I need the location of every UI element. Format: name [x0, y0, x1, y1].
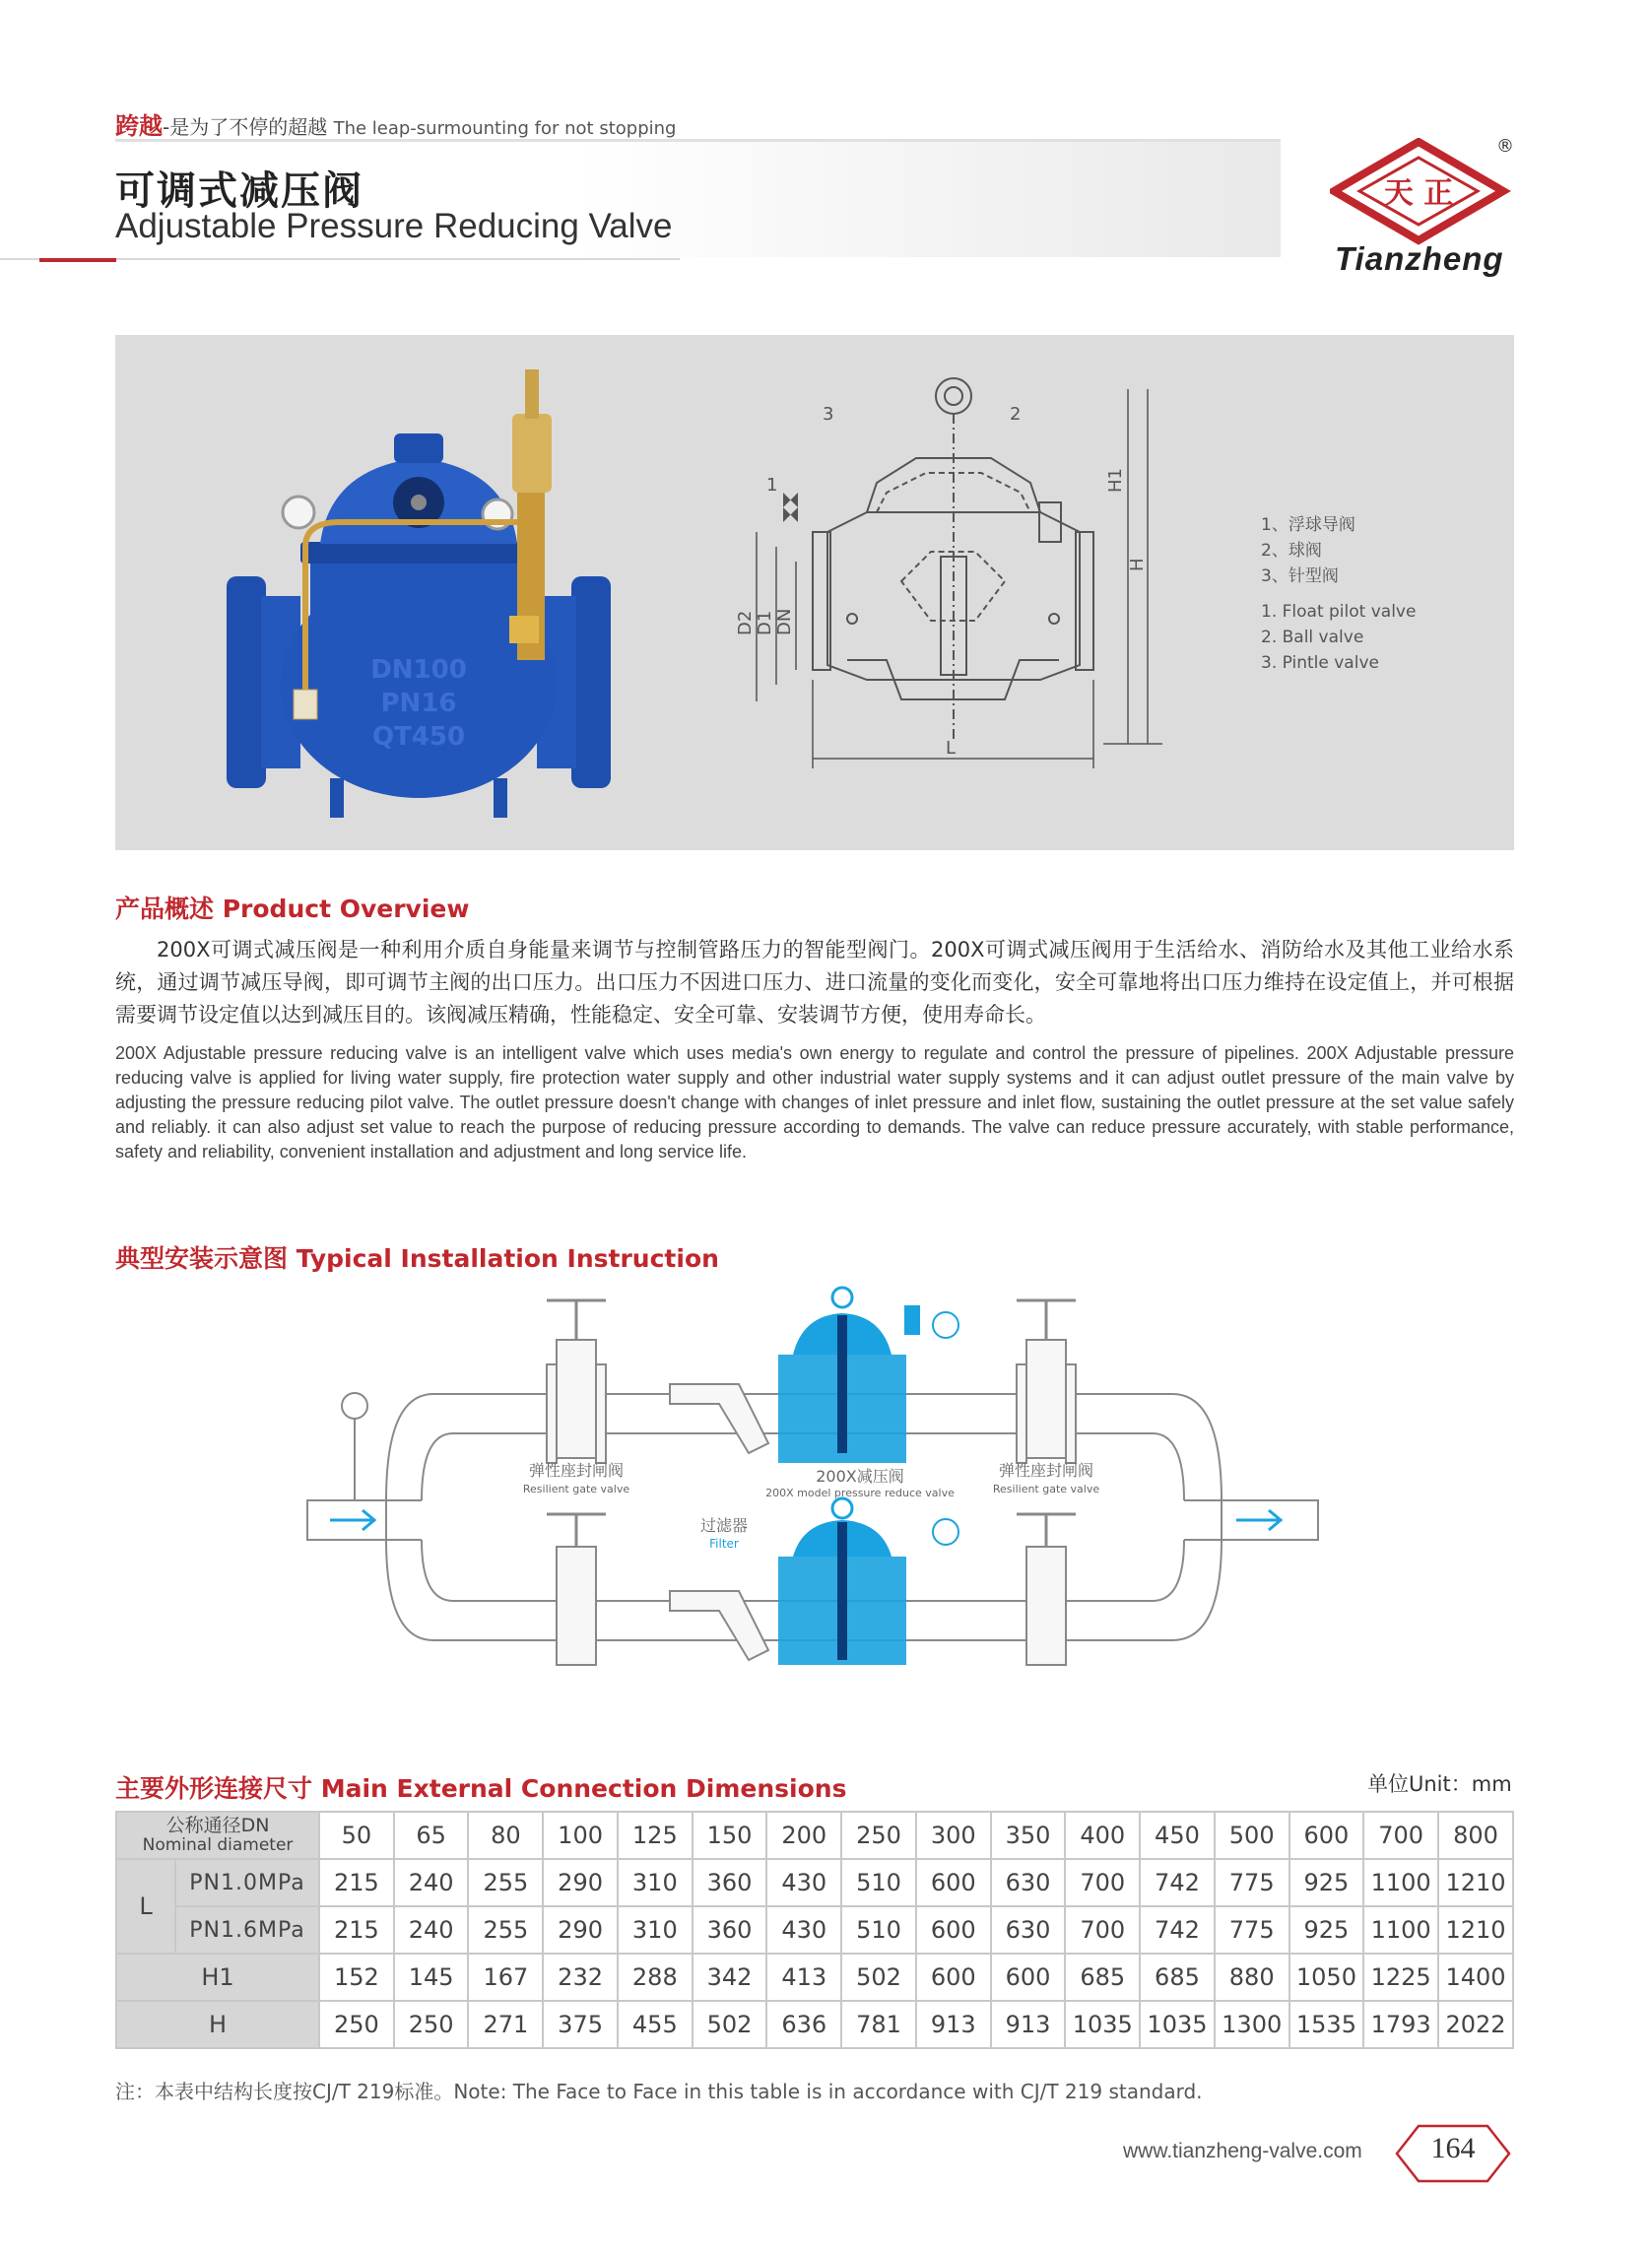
dim-h: H: [1127, 558, 1148, 571]
table-cell: 375: [543, 2001, 618, 2048]
size-header-500: 500: [1215, 1812, 1289, 1859]
table-cell: 360: [693, 1859, 767, 1906]
table-note: 注：本表中结构长度按CJ/T 219标准。Note: The Face to Face in this table is in accordance with CJ/T 219 standard.: [115, 2080, 1203, 2103]
table-cell: 685: [1140, 1954, 1215, 2001]
size-header-250: 250: [841, 1812, 916, 1859]
table-cell: 600: [916, 1954, 991, 2001]
installation-title: [115, 1239, 719, 1275]
dim-h1: H1: [1105, 468, 1126, 493]
legend-en-1: 1. Float pilot valve: [1261, 602, 1417, 622]
legend-cn-1: 1、浮球导阀: [1261, 515, 1355, 535]
table-cell: 913: [991, 2001, 1066, 2048]
installation-title-cn: 典型安装示意图: [115, 1244, 289, 1273]
table-cell: 360: [693, 1906, 767, 1954]
overview-title: [115, 890, 469, 925]
table-cell: 781: [841, 2001, 916, 2048]
table-cell: 1100: [1363, 1906, 1438, 1954]
label-prv-en: 200X model pressure reduce valve: [765, 1487, 955, 1499]
body-marking-1: DN100: [370, 655, 467, 685]
table-cell: 630: [991, 1859, 1066, 1906]
table-cell: 510: [841, 1859, 916, 1906]
body-marking-3: QT450: [371, 722, 466, 752]
installation-diagram: [305, 1286, 1320, 1719]
slogan-en: The leap-surmounting for not stopping: [333, 118, 677, 139]
table-cell: 255: [468, 1906, 543, 1954]
table-row: [116, 2001, 1513, 2048]
table-cell: 271: [468, 2001, 543, 2048]
table-cell: 502: [693, 2001, 767, 2048]
gate-valve-bottom-right: [1026, 1547, 1066, 1665]
size-header-125: 125: [618, 1812, 693, 1859]
logo-mark-text: 天 正: [1383, 176, 1454, 211]
size-header-150: 150: [693, 1812, 767, 1859]
dim-d1: D1: [755, 610, 775, 635]
dimensions-title-en: Main External Connection Dimensions: [320, 1774, 847, 1803]
table-cell: 310: [618, 1859, 693, 1906]
table-row: [116, 1859, 1513, 1906]
overview-title-en: Product Overview: [222, 895, 470, 923]
length-label: L: [116, 1859, 175, 1954]
table-cell: 742: [1140, 1906, 1215, 1954]
overview-body-cn: 200X可调式减压阀是一种利用介质自身能量来调节与控制管路压力的智能型阀门。200X可调式减压阀用于生活给水、消防给水及其他工业给水系统，通过调节减压导阀，即可调节主阀的出口压力。出口压力不因进口压力、进口流量的变化而变化，安全可靠地将出口压力维持在设定值上，并可根据需要调节设定值以达到减压目的。该阀减压精确，性能稳定、安全可靠、安装调节方便，使用寿命长。: [115, 938, 1514, 1027]
table-cell: 630: [991, 1906, 1066, 1954]
dimensions-table-body: [116, 1812, 1513, 2048]
table-cell: 502: [841, 1954, 916, 2001]
table-cell: 250: [319, 2001, 394, 2048]
body-marking-2: PN16: [380, 689, 457, 718]
dim-dn: DN: [774, 608, 795, 635]
size-header-50: 50: [319, 1812, 394, 1859]
size-header-65: 65: [394, 1812, 469, 1859]
size-header-800: 800: [1438, 1812, 1513, 1859]
table-cell: 290: [543, 1906, 618, 1954]
nominal-diameter-header: [116, 1812, 319, 1859]
technical-drawing: [729, 365, 1192, 778]
table-cell: 290: [543, 1859, 618, 1906]
page-title-cn: 可调式减压阀: [115, 168, 363, 214]
table-cell: 240: [394, 1859, 469, 1906]
table-cell: 1035: [1065, 2001, 1140, 2048]
overview-title-cn: 产品概述: [115, 895, 215, 923]
installation-title-en: Typical Installation Instruction: [296, 1244, 719, 1273]
table-cell: 636: [766, 2001, 841, 2048]
row-label: PN1.0MPa: [175, 1859, 319, 1906]
size-header-400: 400: [1065, 1812, 1140, 1859]
slogan-highlight: 跨越: [115, 112, 163, 140]
brass-pilot-valve: [512, 414, 552, 493]
flow-in-arrow: [330, 1510, 374, 1530]
dim-l: L: [946, 738, 957, 759]
dimensions-table: [115, 1811, 1514, 2049]
prv-top: [778, 1288, 958, 1463]
table-cell: 215: [319, 1906, 394, 1954]
label-filter-cn: 过滤器: [699, 1516, 749, 1535]
table-cell: 430: [766, 1859, 841, 1906]
drawing-legend: [1261, 512, 1416, 676]
table-header-row: [116, 1812, 1513, 1859]
title-accent-bar: [39, 258, 116, 262]
slogan: [115, 106, 676, 141]
table-cell: 2022: [1438, 2001, 1513, 2048]
table-cell: 880: [1215, 1954, 1289, 2001]
table-cell: 1300: [1215, 2001, 1289, 2048]
table-cell: 775: [1215, 1906, 1289, 1954]
lifting-ring: [936, 378, 971, 414]
table-cell: 1050: [1289, 1954, 1364, 2001]
table-cell: 342: [693, 1954, 767, 2001]
table-cell: 600: [916, 1859, 991, 1906]
page-number: 164: [1430, 2132, 1476, 2164]
dimensions-title-cn: 主要外形连接尺寸: [115, 1774, 313, 1803]
row-label: PN1.6MPa: [175, 1906, 319, 1954]
nominal-diameter-en: Nominal diameter: [142, 1835, 294, 1855]
legend-en-3: 3. Pintle valve: [1261, 653, 1379, 673]
dim-d2: D2: [735, 610, 756, 635]
label-gate-left-en: Resilient gate valve: [522, 1483, 630, 1495]
table-cell: 925: [1289, 1859, 1364, 1906]
table-row: [116, 1906, 1513, 1954]
legend-cn-2: 2、球阀: [1261, 541, 1322, 561]
gate-valve-top-left: [557, 1340, 596, 1458]
table-cell: 232: [543, 1954, 618, 2001]
slogan-cn: -是为了不停的超越: [163, 115, 328, 139]
table-cell: 1400: [1438, 1954, 1513, 2001]
legend-cn-3: 3、针型阀: [1261, 566, 1339, 586]
registered-mark: ®: [1496, 138, 1514, 157]
table-cell: 430: [766, 1906, 841, 1954]
table-cell: 510: [841, 1906, 916, 1954]
table-cell: 700: [1065, 1906, 1140, 1954]
table-cell: 925: [1289, 1906, 1364, 1954]
right-flange: [571, 576, 611, 788]
size-header-700: 700: [1363, 1812, 1438, 1859]
table-cell: 240: [394, 1906, 469, 1954]
size-header-300: 300: [916, 1812, 991, 1859]
table-cell: 1210: [1438, 1859, 1513, 1906]
table-cell: 600: [916, 1906, 991, 1954]
table-cell: 167: [468, 1954, 543, 2001]
size-header-600: 600: [1289, 1812, 1364, 1859]
pilot-valve-outline: [1039, 502, 1061, 542]
table-cell: 685: [1065, 1954, 1140, 2001]
label-prv-cn: 200X减压阀: [816, 1467, 904, 1486]
logo-name: Tianzheng: [1335, 240, 1504, 277]
overview-body-en: 200X Adjustable pressure reducing valve is an intelligent valve which uses media's own energy to regulate and control the pressure of pipelines. 200X Adjustable pressure reducing valve is applied for living water supply, fire protection water supply and other industrial water supply systems and it can adjust outlet pressure of the main valve by adjusting the pressure reducing pilot valve. The outlet pressure doesn't change with changes of inlet pressure and inlet flow, sustaining the outlet pressure at the set value safely and reliably. it can also adjust set value to reach the purpose of reducing pressure according to demands. The valve can reduce pressure accurately, with stable performance, safety and reliability, convenient installation and adjustment and long service life.: [115, 1043, 1514, 1162]
table-cell: 255: [468, 1859, 543, 1906]
gate-valve-top-right: [1026, 1340, 1066, 1458]
table-cell: 600: [991, 1954, 1066, 2001]
table-cell: 250: [394, 2001, 469, 2048]
label-gate-right-en: Resilient gate valve: [992, 1483, 1100, 1495]
table-cell: 455: [618, 2001, 693, 2048]
table-cell: 775: [1215, 1859, 1289, 1906]
dimensions-title: [115, 1769, 846, 1805]
size-header-100: 100: [543, 1812, 618, 1859]
website-link[interactable]: www.tianzheng-valve.com: [1123, 2140, 1362, 2162]
table-cell: 1535: [1289, 2001, 1364, 2048]
table-row: [116, 1954, 1513, 2001]
table-cell: 152: [319, 1954, 394, 2001]
table-cell: 145: [394, 1954, 469, 2001]
callout-1: 1: [766, 475, 778, 496]
table-cell: 1793: [1363, 2001, 1438, 2048]
table-cell: 913: [916, 2001, 991, 2048]
inlet-gauge: [342, 1393, 367, 1419]
unit-label: 单位Unit：mm: [1367, 1772, 1512, 1796]
row-label: H: [116, 2001, 319, 2048]
valve-photo: [222, 365, 616, 818]
nominal-diameter-cn: 公称通径DN: [165, 1815, 270, 1836]
callout-2: 2: [1010, 404, 1022, 425]
table-cell: 700: [1065, 1859, 1140, 1906]
table-cell: 1225: [1363, 1954, 1438, 2001]
page-title-en: Adjustable Pressure Reducing Valve: [115, 207, 673, 245]
pressure-gauge-left: [283, 497, 314, 528]
label-filter-en: Filter: [709, 1537, 739, 1551]
size-header-80: 80: [468, 1812, 543, 1859]
legend-en-2: 2. Ball valve: [1261, 628, 1364, 647]
bonnet-outline: [867, 458, 1040, 512]
left-flange: [227, 576, 266, 788]
gate-valve-bottom-left: [557, 1547, 596, 1665]
size-header-450: 450: [1140, 1812, 1215, 1859]
right-flange-outline: [1076, 532, 1093, 670]
table-cell: 1210: [1438, 1906, 1513, 1954]
size-header-350: 350: [991, 1812, 1066, 1859]
table-cell: 215: [319, 1859, 394, 1906]
callout-3: 3: [823, 404, 834, 425]
table-cell: 1035: [1140, 2001, 1215, 2048]
table-cell: 310: [618, 1906, 693, 1954]
row-label: H1: [116, 1954, 319, 2001]
size-header-200: 200: [766, 1812, 841, 1859]
table-cell: 1100: [1363, 1859, 1438, 1906]
label-gate-right-cn: 弹性座封闸阀: [998, 1461, 1094, 1480]
flow-out-arrow: [1236, 1510, 1281, 1530]
table-cell: 288: [618, 1954, 693, 2001]
table-cell: 742: [1140, 1859, 1215, 1906]
table-cell: 413: [766, 1954, 841, 2001]
label-gate-left-cn: 弹性座封闸阀: [528, 1461, 625, 1480]
